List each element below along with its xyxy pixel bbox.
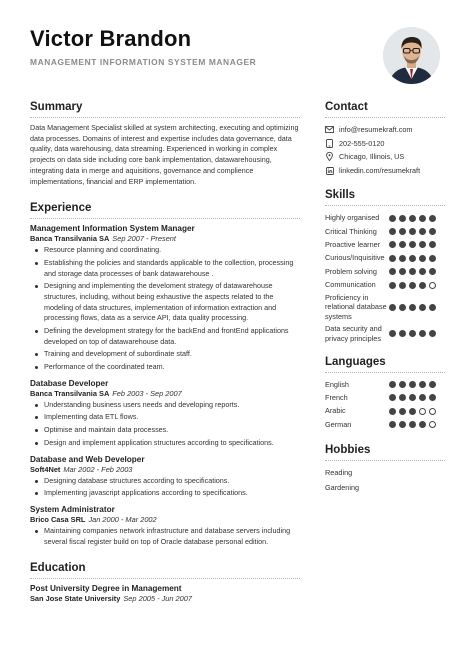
- candidate-name: Victor Brandon: [30, 26, 192, 51]
- summary-text: Data Management Specialist skilled at system architecting, executing and optimizing data processes. Domains of interest and expertise includes data governance, data quality, data warehousing, data streaming. Experienced in working in complex projects on data side including core bank implementation, datawarehousing, integrating data in merge and aquisitions, governance and complience implementations, financial and ERP implementation.: [30, 123, 299, 186]
- job-company-line: [30, 234, 300, 244]
- rating-dot-filled: [389, 255, 396, 262]
- skill-rating: [389, 268, 439, 275]
- hobbies-section: [325, 443, 445, 495]
- skill-name: Highly organised: [325, 213, 380, 223]
- rating-dot-filled: [399, 408, 406, 415]
- rating-dot-filled: [429, 215, 436, 222]
- skill-item: [325, 278, 445, 291]
- rating-dot-filled: [429, 394, 436, 401]
- rating-dot-filled: [389, 330, 396, 337]
- language-item: [325, 405, 445, 418]
- education-heading: Education: [30, 561, 300, 579]
- job-entry: [30, 224, 300, 372]
- job-bullet: Establishing the policies and standards applicable to the collection, processing and storage data processes of bank datawarehouse .: [30, 258, 300, 279]
- rating-dot-filled: [419, 330, 426, 337]
- rating-dot-filled: [419, 268, 426, 275]
- summary-heading: Summary: [30, 100, 300, 118]
- education-school-line: [30, 594, 300, 604]
- job-entry: [30, 455, 300, 499]
- skill-name: Data security and privacy principles: [325, 324, 382, 343]
- rating-dot-filled: [429, 241, 436, 248]
- rating-dot-filled: [419, 421, 426, 428]
- rating-dot-filled: [409, 215, 416, 222]
- skill-rating: [389, 215, 439, 222]
- skills-heading: Skills: [325, 188, 445, 206]
- job-dates: Sep 2007 - Present: [112, 234, 176, 244]
- rating-dot-filled: [399, 304, 406, 311]
- contact-email: [325, 123, 445, 137]
- education-degree: Post University Degree in Management: [30, 584, 182, 594]
- rating-dot-filled: [419, 228, 426, 235]
- rating-dot-filled: [389, 241, 396, 248]
- skill-name: Proactive learner: [325, 240, 381, 250]
- job-company: Banca Transilvania SA: [30, 388, 110, 398]
- job-title: Database Developer: [30, 378, 109, 388]
- rating-dot-filled: [419, 394, 426, 401]
- job-bullet: Resource planning and coordinating.: [30, 245, 300, 256]
- rating-dot-empty: [429, 408, 436, 415]
- skill-item: [325, 292, 445, 323]
- rating-dot-filled: [399, 215, 406, 222]
- contact-phone-text[interactable]: 202-555-0120: [339, 138, 385, 148]
- skill-name: Communication: [325, 280, 376, 290]
- skill-item: [325, 211, 445, 224]
- skill-rating: [389, 330, 439, 337]
- rating-dot-filled: [409, 330, 416, 337]
- contact-linkedin: [325, 164, 445, 178]
- languages-section: [325, 355, 445, 432]
- contact-phone: [325, 137, 445, 151]
- skill-name: Problem solving: [325, 266, 377, 276]
- left-column: [30, 100, 300, 604]
- job-bullet: Implementing javascript applications according to specifications.: [30, 488, 300, 499]
- rating-dot-filled: [399, 381, 406, 388]
- job-bullet: Designing and implementing the develoment strategy of datawarehouse structures, including, without being exhaustive the aspects related to the modeling of data structures, implementation of information extraction and processing flows, data as a service API, data quality processing.: [30, 281, 300, 323]
- rating-dot-filled: [389, 394, 396, 401]
- skill-rating: [389, 228, 439, 235]
- email-icon: [325, 125, 334, 134]
- rating-dot-empty: [419, 408, 426, 415]
- job-bullet: Optimise and maintain data processes.: [30, 425, 300, 436]
- job-bullet: Performance of the coordinated team.: [30, 362, 300, 373]
- job-title: Database and Web Developer: [30, 454, 145, 464]
- rating-dot-empty: [429, 421, 436, 428]
- contact-email-text[interactable]: info@resumekraft.com: [339, 125, 413, 135]
- job-dates: Feb 2003 - Sep 2007: [112, 388, 182, 398]
- rating-dot-filled: [429, 381, 436, 388]
- hobbies-heading: Hobbies: [325, 443, 445, 461]
- contact-heading: Contact: [325, 100, 445, 118]
- rating-dot-filled: [389, 215, 396, 222]
- education-section: [30, 561, 300, 604]
- rating-dot-filled: [419, 381, 426, 388]
- experience-section: [30, 201, 300, 547]
- job-company: Banca Transilvania SA: [30, 234, 110, 244]
- rating-dot-filled: [429, 330, 436, 337]
- rating-dot-filled: [399, 255, 406, 262]
- hobby-item: Gardening: [325, 482, 360, 492]
- contact-linkedin-text[interactable]: linkedin.com/resumekraft: [339, 166, 421, 176]
- rating-dot-filled: [419, 255, 426, 262]
- rating-dot-filled: [389, 381, 396, 388]
- rating-dot-filled: [389, 408, 396, 415]
- rating-dot-filled: [399, 228, 406, 235]
- rating-dot-filled: [399, 330, 406, 337]
- language-name: French: [325, 393, 348, 402]
- job-bullets: [30, 400, 300, 449]
- skill-rating: [389, 241, 439, 248]
- skill-rating: [389, 304, 439, 311]
- rating-dot-filled: [419, 215, 426, 222]
- rating-dot-filled: [429, 255, 436, 262]
- education-dates: Sep 2005 - Jun 2007: [123, 594, 192, 604]
- contact-location: [325, 150, 445, 164]
- language-name: Arabic: [325, 406, 346, 416]
- rating-dot-empty: [429, 282, 436, 289]
- skill-item: [325, 238, 445, 251]
- rating-dot-filled: [409, 255, 416, 262]
- job-entry: [30, 505, 300, 547]
- job-bullets: [30, 526, 300, 547]
- job-bullets: [30, 245, 300, 372]
- skill-name: Curious/Inquisitive: [325, 253, 385, 263]
- phone-icon: [325, 139, 334, 148]
- job-dates: Jan 2000 - Mar 2002: [88, 515, 157, 524]
- language-name: German: [325, 419, 352, 429]
- job-company-line: [30, 465, 300, 475]
- rating-dot-filled: [429, 228, 436, 235]
- rating-dot-filled: [399, 268, 406, 275]
- skill-item: [325, 323, 445, 345]
- job-title: Management Information System Manager: [30, 224, 195, 234]
- skill-rating: [389, 282, 439, 289]
- rating-dot-filled: [429, 304, 436, 311]
- linkedin-icon: [325, 166, 334, 175]
- rating-dot-filled: [419, 282, 426, 289]
- skill-rating: [389, 255, 439, 262]
- rating-dot-filled: [419, 241, 426, 248]
- summary-section: [30, 100, 300, 187]
- skill-item: [325, 225, 445, 238]
- rating-dot-filled: [389, 228, 396, 235]
- job-bullet: Defining the development strategy for the backEnd and frontEnd applications developed on top of datawarehouse data.: [30, 326, 300, 347]
- job-company-line: [30, 389, 300, 399]
- rating-dot-filled: [419, 304, 426, 311]
- language-item: [325, 391, 445, 404]
- rating-dot-filled: [389, 421, 396, 428]
- rating-dot-filled: [409, 241, 416, 248]
- rating-dot-filled: [409, 228, 416, 235]
- language-rating: [389, 394, 439, 401]
- rating-dot-filled: [409, 282, 416, 289]
- job-company: Soft4Net: [30, 464, 61, 474]
- candidate-role: MANAGEMENT INFORMATION SYSTEM MANAGER: [30, 57, 257, 67]
- rating-dot-filled: [389, 268, 396, 275]
- job-bullet: Implementing data ETL flows.: [30, 412, 300, 423]
- job-bullet: Training and development of subordinate staff.: [30, 349, 300, 360]
- job-entry: [30, 379, 300, 449]
- rating-dot-filled: [429, 268, 436, 275]
- skill-name: Proficiency in relational database systems: [325, 292, 387, 322]
- rating-dot-filled: [409, 304, 416, 311]
- skill-name: Critical Thinking: [325, 226, 377, 236]
- rating-dot-filled: [399, 394, 406, 401]
- education-school: San Jose State University: [30, 594, 121, 604]
- location-icon: [325, 152, 334, 161]
- contact-location-text: Chicago, Illinois, US: [339, 152, 405, 162]
- rating-dot-filled: [389, 282, 396, 289]
- language-name: English: [325, 379, 349, 389]
- job-bullets: [30, 476, 300, 499]
- job-bullet: Design and implement application structures according to specifications.: [30, 438, 300, 449]
- right-column: [325, 100, 445, 495]
- skills-section: [325, 188, 445, 344]
- profile-photo-illustration: [383, 27, 440, 84]
- rating-dot-filled: [389, 304, 396, 311]
- rating-dot-filled: [409, 408, 416, 415]
- rating-dot-filled: [409, 421, 416, 428]
- skill-item: [325, 252, 445, 265]
- experience-heading: Experience: [30, 201, 300, 219]
- job-bullet: Designing database structures according to specifications.: [30, 476, 300, 487]
- skill-item: [325, 265, 445, 278]
- language-rating: [389, 381, 439, 388]
- rating-dot-filled: [399, 421, 406, 428]
- rating-dot-filled: [409, 381, 416, 388]
- profile-photo: [383, 27, 440, 84]
- language-item: [325, 418, 445, 431]
- job-bullet: Understanding business users needs and developing reports.: [30, 400, 300, 411]
- languages-heading: Languages: [325, 355, 445, 373]
- job-company: Brico Casa SRL: [30, 515, 86, 524]
- resume-header: [30, 26, 360, 67]
- rating-dot-filled: [399, 282, 406, 289]
- rating-dot-filled: [399, 241, 406, 248]
- language-rating: [389, 421, 439, 428]
- language-item: [325, 378, 445, 391]
- job-bullet: Maintaining companies network infrastructure and database servers including several fiscal register build on top of Oracle database personal edition.: [30, 526, 300, 547]
- rating-dot-filled: [409, 394, 416, 401]
- language-rating: [389, 408, 439, 415]
- job-company-line: [30, 515, 300, 525]
- job-title: System Administrator: [30, 505, 115, 514]
- contact-section: [325, 100, 445, 177]
- hobby-item: Reading: [325, 468, 353, 478]
- job-dates: Mar 2002 - Feb 2003: [63, 464, 133, 474]
- rating-dot-filled: [409, 268, 416, 275]
